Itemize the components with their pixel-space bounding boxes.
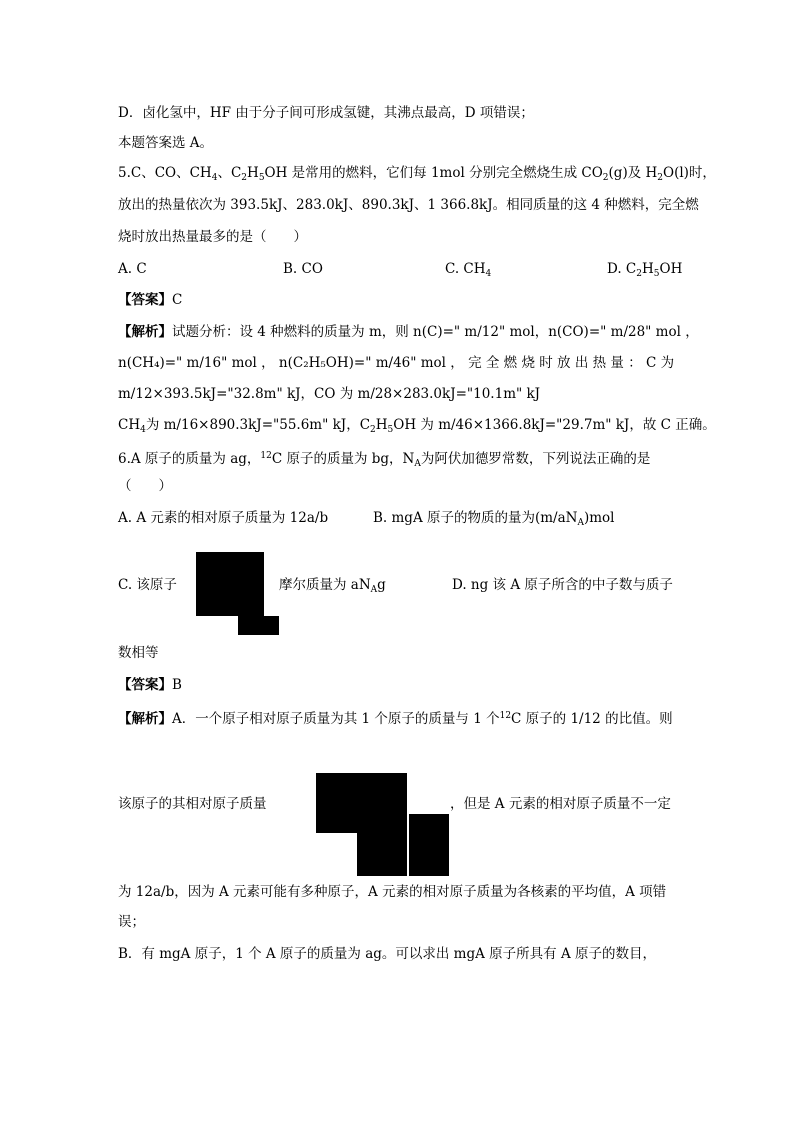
explanation-5-line: m/12×393.5kJ="32.8m" kJ，CO 为 m/28×283.0kJ="10.1m" kJ	[118, 386, 541, 402]
option-b: B. mgA 原子的物质的量为$(m/aN_A)mol$	[373, 510, 615, 528]
question-5-stem: 5.C、CO、$CH_4$、$C_2H_5OH$ 是常用的燃料，它们每 1mol 分别完全燃烧生成 $CO_2(g)$及 $H_2O(l)$时，	[118, 165, 716, 183]
option-c: C. $CH_4$	[445, 261, 492, 279]
redacted-formula-image	[196, 552, 264, 616]
text-line: 本题答案选 A。	[118, 135, 214, 151]
option-c: C. 该原子	[118, 577, 177, 593]
explanation-6-line-rest: ，但是 A 元素的相对原子质量不一定	[450, 796, 671, 812]
explanation-5-line: $CH_4$为 m/16×890.3kJ="55.6m" kJ，$C_2H_5OH$ 为 m/46×1366.8kJ="29.7m" kJ，故 C 正确。	[118, 417, 716, 435]
question-6-stem: 6.A 原子的质量为 ag，$^{12}$C 原子的质量为 bg，$N_A$为阿伏加德罗常数，下列说法正确的是	[118, 451, 651, 469]
answer-5: 【答案】C	[118, 292, 183, 308]
text-line: 烧时放出热量最多的是（ ）	[118, 229, 307, 245]
redacted-formula-image	[316, 773, 407, 833]
option-b: B. CO	[283, 261, 323, 277]
option-a: A. C	[118, 261, 147, 277]
explanation-5-line: n(CH₄)=" m/16" mol ， n(C₂H₅OH)=" m/46" mol ， 完 全 燃 烧 时 放 出 热 量 ： C 为	[118, 355, 675, 371]
option-a: A. A 元素的相对原子质量为 12a/b	[118, 510, 329, 526]
explanation-6-line: B．有 mgA 原子，1 个 A 原子的质量为 ag。可以求出 mgA 原子所具有 A 原子的数目，	[118, 946, 656, 962]
text-line: 放出的热量依次为 393.5kJ、283.0kJ、890.3kJ、1 366.8kJ。相同质量的这 4 种燃料，完全燃	[118, 197, 699, 213]
answer-6: 【答案】B	[118, 677, 182, 693]
explanation-6-line: 【解析】A．一个原子相对原子质量为其 1 个原子的质量与 1 个$^{12}$C 原子的 1/12 的比值。则	[118, 711, 673, 727]
explanation-6-line: 该原子的其相对原子质量	[118, 796, 267, 812]
option-d: D. $C_2H_5OH$	[607, 261, 683, 279]
text-line: D．卤化氢中，HF 由于分子间可形成氢键，其沸点最高，D 项错误；	[118, 105, 534, 121]
explanation-5-line: 【解析】试题分析：设 4 种燃料的质量为 m，则 n(C)=" m/12" mol，n(CO)=" m/28" mol ，	[118, 324, 699, 340]
explanation-6-line: 为 12a/b，因为 A 元素可能有多种原子，A 元素的相对原子质量为各核素的平均值，A 项错	[118, 884, 667, 900]
explanation-6-line: 误；	[118, 914, 145, 930]
option-d-continued: 数相等	[118, 645, 159, 661]
redacted-formula-image	[409, 814, 449, 876]
option-c-rest: 摩尔质量为 $aN_Ag$	[279, 577, 386, 595]
question-6-paren: （ ）	[118, 478, 172, 494]
redacted-formula-image	[357, 833, 407, 876]
redacted-formula-image	[238, 616, 279, 635]
option-d: D. ng 该 A 原子所含的中子数与质子	[452, 577, 673, 593]
